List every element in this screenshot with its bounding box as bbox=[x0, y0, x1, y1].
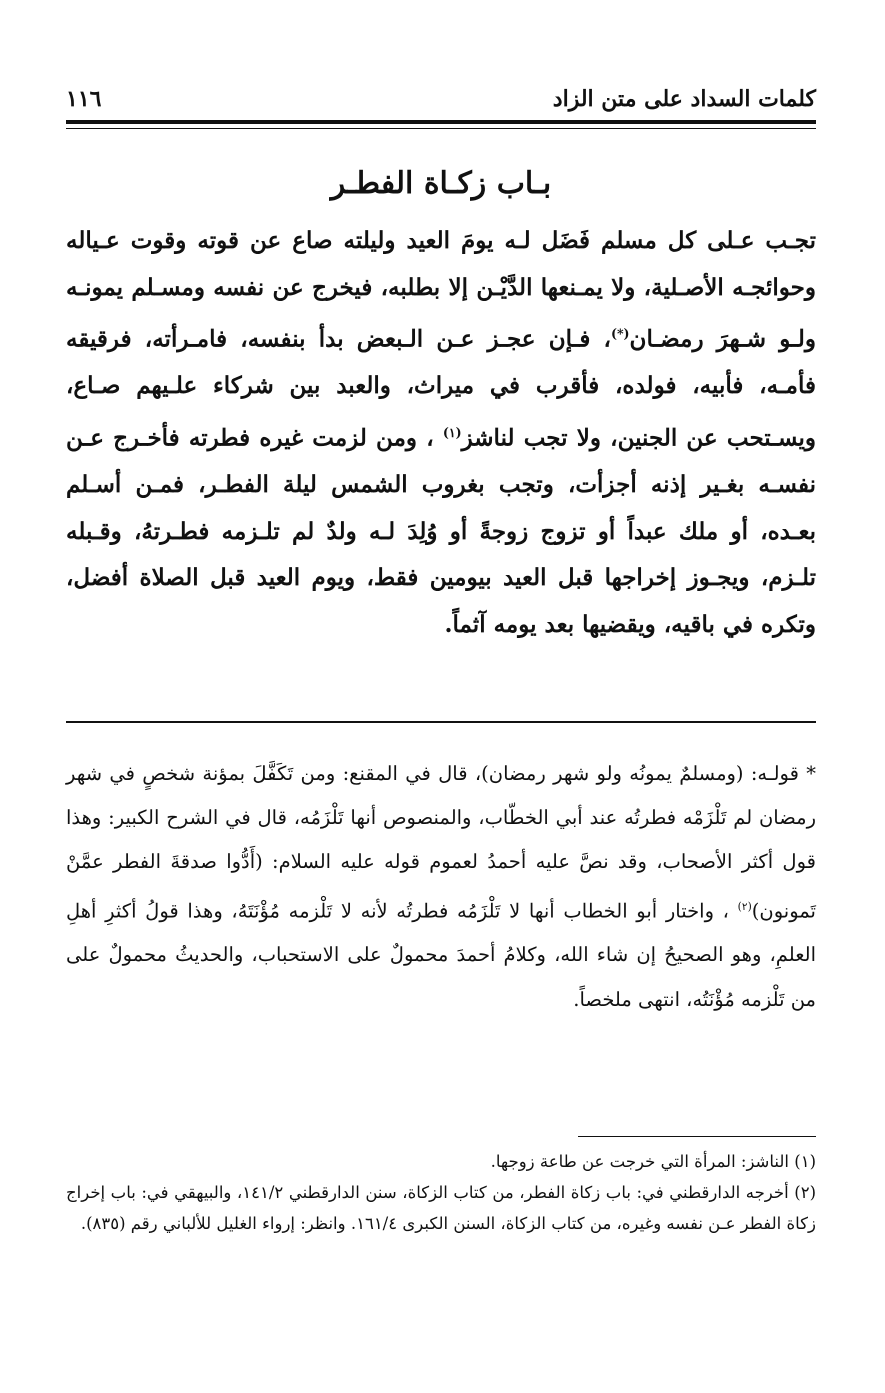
footnotes bbox=[66, 1146, 816, 1239]
footnote-1: (١) الناشز: المرأة التي خرجت عن طاعة زوجها. bbox=[490, 1152, 816, 1171]
commentary-divider bbox=[66, 721, 816, 723]
main-text bbox=[66, 218, 816, 649]
page-number: ١١٦ bbox=[66, 86, 102, 112]
main-text-part-3: ، ومن لزمت غيره فطرته فأخـرج عـن نفسـه بغـير إذنه أجزأت، وتجب بغروب الشمس ليلة الفطـر، فمـن أسـلم بعـده، أو ملك عبداً أو تزوج زوجةً أو وُلِدَ لـه ولدٌ لم تلـزمه فطـرتهُ، وقـبله تلـزم، ويجـوز إخراجها قبل العيد بيومين فقط، ويوم العيد قبل الصلاة أفضل، وتكره في باقيه، ويقضيها بعد يومه آثماً. bbox=[66, 424, 816, 639]
commentary-part-1: * قولـه: (ومسلمٌ يمونُه ولو شهر رمضان)، قال في المقنع: ومن تَكَفَّلَ بمؤنة شخصٍ في شهر رمضان لم تَلْزَمْه فطرتُه عند أبي الخطّاب، والمنصوص أنها تَلْزَمُه، قال في الشرح الكبير: وهذا قول أكثر الأصحاب، وقد نصَّ عليه أحمدُ لعموم قوله عليه السلام: (أَدُّوا صدقةَ الفطر عمَّنْ تَمونون) bbox=[66, 762, 816, 923]
footnotes-divider bbox=[578, 1136, 816, 1137]
running-title: كلمات السداد على متن الزاد bbox=[552, 86, 816, 112]
page-header bbox=[66, 86, 816, 116]
footnote-marker-1: (١) bbox=[442, 425, 462, 441]
commentary-part-2: ، واختار أبو الخطاب أنها لا تَلْزَمُه فطرتُه لأنه لا تَلْزمه مُؤْنَتَهُ، وهذا قولُ أكثرِ أهلِ العلمِ، وهو الصحيحُ إن شاء الله، وكلامُ أحمدَ محمولٌ على الاستحباب، والحديثُ محمولٌ على من تَلْزمه مُؤْنَتُه، انتهى ملخصاً. bbox=[66, 899, 816, 1011]
header-rule-thin bbox=[66, 128, 816, 129]
commentary bbox=[66, 752, 816, 1022]
header-rule-thick bbox=[66, 120, 816, 124]
commentary-marker: (*) bbox=[610, 326, 630, 342]
main-text-part-2: ، فـإن عجـز عـن الـبعض بدأ بنفسه، فامـرأته، فرقيقه فأمـه، فأبيه، فولده، فأقرب في ميراث، والعبد بين شركاء علـيهم صـاع، ويسـتحب عن الجنين، ولا تجب لناشز bbox=[66, 325, 816, 452]
chapter-title: بـاب زكـاة الفطـر bbox=[330, 166, 552, 201]
footnote-2: (٢) أخرجه الدارقطني في: باب زكاة الفطر، من كتاب الزكاة، سنن الدارقطني ١٤١/٢، والبيهقي في: باب إخراج زكاة الفطر عـن نفسه وغيره، من كتاب الزكاة، السنن الكبرى ١٦١/٤. وانظر: إرواء الغليل للألباني رقم (٨٣٥). bbox=[66, 1183, 816, 1233]
footnote-marker-2: (٢) bbox=[737, 899, 752, 913]
main-text-part-1: تجـب عـلى كل مسلم فَضَل لـه يومَ العيد وليلته صاع عن قوته وقوت عـياله وحوائجـه الأصـلية، ولا يمـنعها الدَّيْـن إلا بطلبه، فيخرج عن نفسه ومسـلم يمونـه ولـو شـهرَ رمضـان bbox=[66, 227, 816, 353]
